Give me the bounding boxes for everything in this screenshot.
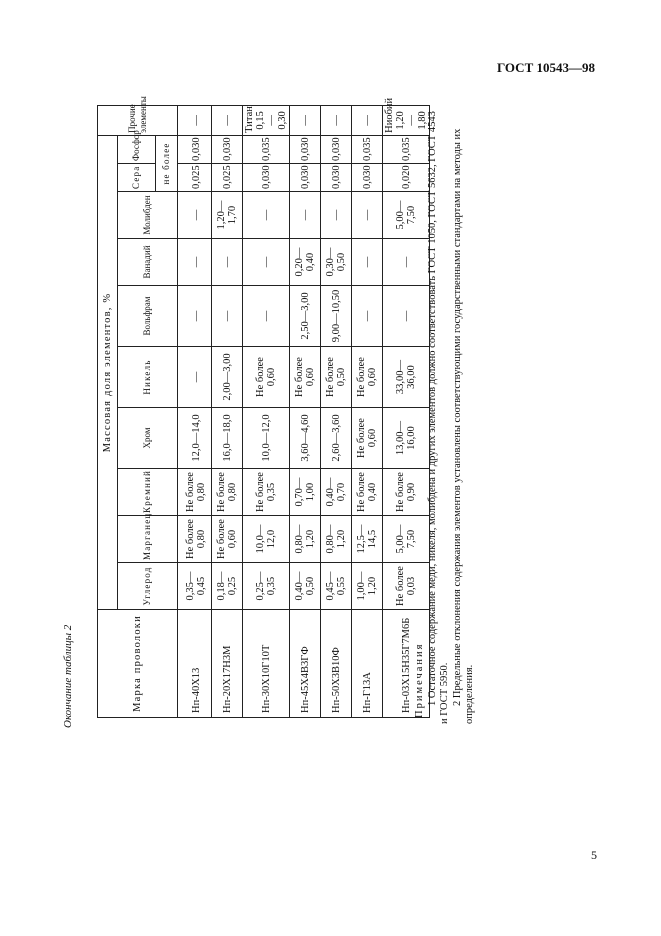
- value-cell: —: [178, 105, 212, 135]
- header-sulfur: Сера: [118, 164, 156, 192]
- value-cell: 0,20—0,40: [290, 239, 321, 286]
- value-cell: Титан 0,15—0,30: [243, 105, 290, 135]
- value-cell: 13,00—16,00: [383, 408, 430, 469]
- notes-title: Примечания: [414, 642, 425, 718]
- table-caption: Окончание таблицы 2: [62, 624, 74, 728]
- value-cell: 12,5—14,5: [352, 516, 383, 563]
- header-mass-fraction: Массовая доля элементов, %: [98, 135, 118, 609]
- value-cell: 33,00—36,00: [383, 347, 430, 408]
- value-cell: —: [212, 239, 243, 286]
- value-cell: —: [352, 192, 383, 239]
- value-cell: 0,035: [243, 135, 290, 163]
- note-1: 1 Остаточное содержание меди, никеля, молибдена и других элементов должно соответствовать ГОСТ 1050, ГОСТ 5632, ГОСТ 4543 и ГОСТ 5950.: [426, 111, 450, 724]
- value-cell: 0,25—0,35: [243, 563, 290, 610]
- value-cell: Не более 0,50: [321, 347, 352, 408]
- value-cell: 0,45—0,55: [321, 563, 352, 610]
- value-cell: 0,030: [321, 135, 352, 163]
- grade-cell: Нп-Г13А: [352, 610, 383, 718]
- header-manganese: Марганец: [118, 516, 178, 563]
- value-cell: —: [352, 239, 383, 286]
- value-cell: 0,030: [352, 164, 383, 192]
- value-cell: —: [178, 286, 212, 347]
- value-cell: Не более 0,35: [243, 469, 290, 516]
- composition-table: [97, 96, 430, 718]
- value-cell: 5,00—7,50: [383, 516, 430, 563]
- value-cell: —: [352, 286, 383, 347]
- value-cell: Не более 0,60: [243, 347, 290, 408]
- document-code: ГОСТ 10543—98: [496, 60, 595, 75]
- value-cell: 0,030: [243, 164, 290, 192]
- value-cell: —: [178, 192, 212, 239]
- value-cell: 0,40—0,50: [290, 563, 321, 610]
- value-cell: 0,035: [383, 135, 430, 163]
- notes-block: [414, 104, 477, 724]
- grade-cell: Нп-30Х10Г10Т: [243, 610, 290, 718]
- table-row: [212, 105, 243, 717]
- note-2: 2 Предельные отклонения содержания элементов установлены соответствующими государственными стандартами на методы их определения.: [451, 128, 475, 724]
- header-molybdenum: Молибден: [118, 192, 178, 239]
- value-cell: —: [290, 192, 321, 239]
- header-carbon: Углерод: [118, 563, 178, 610]
- value-cell: Не более 0,80: [178, 516, 212, 563]
- grade-cell: Нп-20Х17Н3М: [212, 610, 243, 718]
- value-cell: —: [383, 239, 430, 286]
- value-cell: 10,0—12,0: [243, 408, 290, 469]
- value-cell: 0,70—1,00: [290, 469, 321, 516]
- header-silicon: Кремний: [118, 469, 178, 516]
- rotated-content: [62, 96, 475, 728]
- value-cell: —: [321, 105, 352, 135]
- value-cell: 0,30—0,50: [321, 239, 352, 286]
- value-cell: —: [178, 347, 212, 408]
- value-cell: Не более 0,60: [352, 408, 383, 469]
- value-cell: —: [243, 192, 290, 239]
- header-chromium: Хром: [118, 408, 178, 469]
- value-cell: 0,030: [290, 135, 321, 163]
- table-row: [352, 105, 383, 717]
- page-number: 5: [591, 848, 597, 862]
- header-grade: Марка проволоки: [98, 610, 178, 718]
- value-cell: 0,025: [212, 164, 243, 192]
- value-cell: 10,0—12,0: [243, 516, 290, 563]
- header-not-more-than: не более: [156, 135, 178, 191]
- value-cell: 0,18—0,25: [212, 563, 243, 610]
- value-cell: 1,20—1,70: [212, 192, 243, 239]
- table-body: [178, 97, 430, 717]
- value-cell: —: [243, 286, 290, 347]
- value-cell: 5,00—7,50: [383, 192, 430, 239]
- value-cell: 2,60—3,60: [321, 408, 352, 469]
- table-row: [321, 105, 352, 717]
- header-phosphorus: Фосфор: [118, 135, 156, 163]
- header-nickel: Никель: [118, 347, 178, 408]
- value-cell: Не более 0,60: [212, 516, 243, 563]
- grade-cell: Нп-50Х3В10Ф: [321, 610, 352, 718]
- value-cell: —: [212, 105, 243, 135]
- value-cell: —: [178, 239, 212, 286]
- value-cell: 16,0—18,0: [212, 408, 243, 469]
- value-cell: 0,80—1,20: [321, 516, 352, 563]
- value-cell: —: [290, 105, 321, 135]
- header-vanadium: Ванадий: [118, 239, 178, 286]
- value-cell: —: [321, 192, 352, 239]
- value-cell: Не более 0,03: [383, 563, 430, 610]
- value-cell: Не более 0,80: [178, 469, 212, 516]
- value-cell: —: [352, 105, 383, 135]
- table-row: [178, 105, 212, 717]
- value-cell: —: [212, 286, 243, 347]
- value-cell: 1,00—1,20: [352, 563, 383, 610]
- value-cell: 2,50—3,00: [290, 286, 321, 347]
- value-cell: 0,030: [212, 135, 243, 163]
- value-cell: Не более 0,60: [290, 347, 321, 408]
- value-cell: 0,40—0,70: [321, 469, 352, 516]
- value-cell: Ниобий 1,20—1,80: [383, 105, 430, 135]
- value-cell: 2,00—3,00: [212, 347, 243, 408]
- value-cell: 0,025: [178, 164, 212, 192]
- value-cell: 0,020: [383, 164, 430, 192]
- value-cell: Не более 0,90: [383, 469, 430, 516]
- value-cell: —: [243, 239, 290, 286]
- value-cell: 0,80—1,20: [290, 516, 321, 563]
- value-cell: Не более 0,80: [212, 469, 243, 516]
- table-row: [243, 105, 290, 717]
- value-cell: 0,35—0,45: [178, 563, 212, 610]
- grade-cell: Нп-45Х4В3ГФ: [290, 610, 321, 718]
- grade-cell: Нп-03Х15Н35Г7М6Б: [383, 610, 430, 718]
- value-cell: Не более 0,40: [352, 469, 383, 516]
- value-cell: 9,00—10,50: [321, 286, 352, 347]
- value-cell: Не более 0,60: [352, 347, 383, 408]
- header-tungsten: Вольфрам: [118, 286, 178, 347]
- value-cell: 0,030: [178, 135, 212, 163]
- value-cell: 12,0—14,0: [178, 408, 212, 469]
- value-cell: 0,035: [352, 135, 383, 163]
- header-other-elements: Прочие элементы: [98, 105, 178, 135]
- table-row: [290, 105, 321, 717]
- grade-cell: Нп-40Х13: [178, 610, 212, 718]
- value-cell: 3,60—4,60: [290, 408, 321, 469]
- value-cell: 0,030: [290, 164, 321, 192]
- value-cell: —: [383, 286, 430, 347]
- value-cell: 0,030: [321, 164, 352, 192]
